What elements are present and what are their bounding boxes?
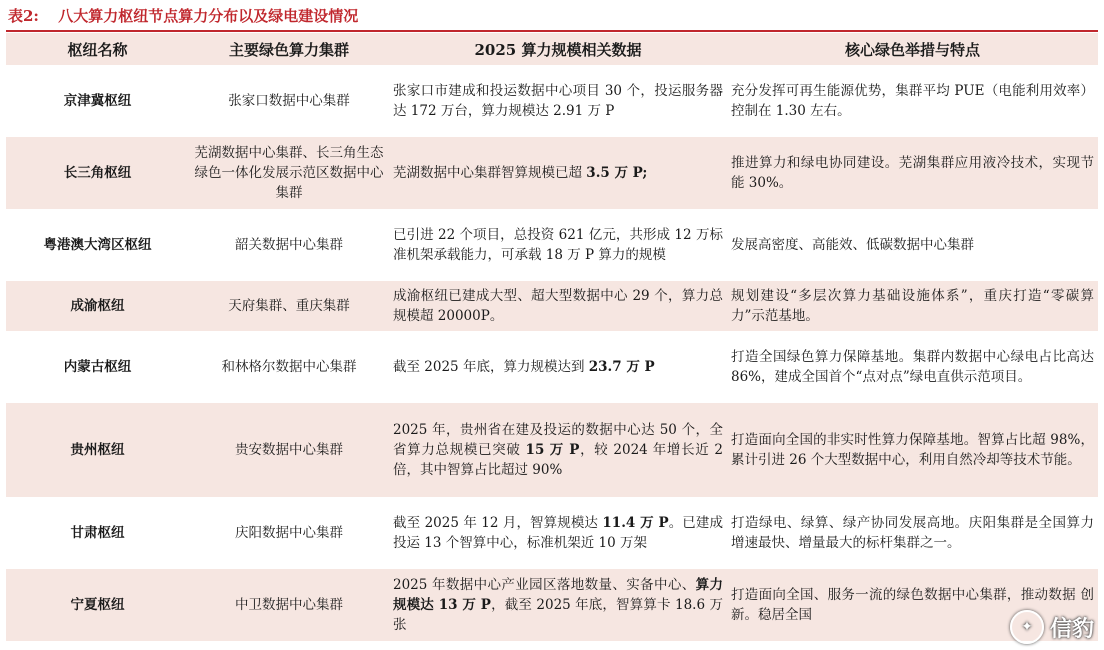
hub-name: 甘肃枢纽 xyxy=(70,525,125,541)
green-measures: 规划建设“多层次算力基础设施体系”，重庆打造“零碳算力”示范基地。 xyxy=(727,281,1098,331)
scale-text: 芜湖数据中心集群智算规模已超 xyxy=(393,165,587,181)
scale-text: 截至 2025 年 12 月，智算规模达 xyxy=(393,515,603,531)
cluster-name: 和林格尔数据中心集群 xyxy=(221,359,357,375)
scale-data xyxy=(389,209,727,281)
scale-text-tail: 。已建成投运 13 个智算中心，标准机架近 10 万架 xyxy=(393,515,723,551)
scale-text: 张家口市建成和投运数据中心项目 30 个，投运服务器达 172 万台，算力规模达 2.91 万 P xyxy=(393,83,723,119)
scale-text-tail: ，截至 2025 年底，智算算卡 18.6 万张 xyxy=(393,597,723,633)
scale-text: 截至 2025 年底，算力规模达到 xyxy=(393,359,589,375)
cluster-name: 庆阳数据中心集群 xyxy=(235,525,343,541)
hub-name: 贵州枢纽 xyxy=(6,403,189,497)
cluster-name: 天府集群、重庆集群 xyxy=(189,281,389,331)
scale-highlight: 11.4 万 P xyxy=(602,515,669,531)
table-row xyxy=(6,331,1098,403)
hub-name: 宁夏枢纽 xyxy=(6,569,189,641)
scale-text: 2025 年，贵州省在建及投运的数据中心达 50 个，全省算力总规模已突破 xyxy=(393,422,723,458)
table-row xyxy=(6,569,1098,641)
header-cluster: 主要绿色算力集群 xyxy=(189,33,389,65)
scale-highlight: 23.7 万 P xyxy=(588,359,655,375)
watermark-text: 信豹 xyxy=(1049,616,1094,642)
scale-data xyxy=(389,497,727,569)
scale-highlight: 3.5 万 P; xyxy=(586,165,648,181)
hub-name: 内蒙古枢纽 xyxy=(63,359,132,375)
scale-highlight: 算力规模达 13 万 P xyxy=(393,577,723,613)
table-row xyxy=(6,209,1098,281)
cluster-name: 张家口数据中心集群 xyxy=(228,93,350,109)
hub-name: 成渝枢纽 xyxy=(6,281,189,331)
cluster-name: 芜湖数据中心集群、长三角生态绿色一体化发展示范区数据中心集群 xyxy=(189,137,389,209)
green-measures: 推进算力和绿电协同建设。芜湖集群应用液冷技术，实现节能 30%。 xyxy=(727,137,1098,209)
caption-rule xyxy=(6,30,1098,32)
scale-data xyxy=(389,281,727,331)
scale-data xyxy=(389,403,727,497)
cluster-name: 中卫数据中心集群 xyxy=(189,569,389,641)
green-measures: 发展高密度、高能效、低碳数据中心集群 xyxy=(731,237,974,253)
table-row xyxy=(6,137,1098,209)
table-number: 表2: xyxy=(8,7,39,25)
scale-text-tail: ，较 2024 年增长近 2 倍，其中智算占比超过 90% xyxy=(393,442,723,478)
watermark xyxy=(1010,610,1094,644)
cluster-name: 贵安数据中心集群 xyxy=(189,403,389,497)
hub-table xyxy=(6,33,1098,641)
green-measures: 打造全国绿色算力保障基地。集群内数据中心绿电占比高达 86%，建成全国首个“点对点”绿电直供示范项目。 xyxy=(731,349,1094,385)
scale-text: 2025 年数据中心产业园区落地数量、实备中心、 xyxy=(393,577,696,593)
green-measures: 打造面向全国、服务一流的绿色数据中心集群，推动数据 创新。稳居全国 xyxy=(727,569,1098,641)
scale-text: 已引进 22 个项目，总投资 621 亿元，共形成 12 万标准机架承载能力，可承载 18 万 P 算力的规模 xyxy=(393,227,723,263)
header-measures: 核心绿色举措与特点 xyxy=(727,33,1098,65)
scale-data xyxy=(389,331,727,403)
scale-data xyxy=(389,65,727,137)
table-row xyxy=(6,497,1098,569)
green-measures: 打造面向全国的非实时性算力保障基地。智算占比超 98%，累计引进 26 个大型数据中心，利用自然冷却等技术节能。 xyxy=(727,403,1098,497)
cluster-name: 韶关数据中心集群 xyxy=(235,237,343,253)
green-measures: 充分发挥可再生能源优势，集群平均 PUE（电能利用效率）控制在 1.30 左右。 xyxy=(731,83,1094,119)
header-row xyxy=(6,33,1098,65)
table-caption xyxy=(8,4,358,28)
watermark-logo-icon: ✦ xyxy=(1010,610,1044,644)
hub-name: 粤港澳大湾区枢纽 xyxy=(43,237,152,253)
scale-highlight: 15 万 P xyxy=(525,442,580,458)
scale-data xyxy=(389,137,727,209)
scale-text: 成渝枢纽已建成大型、超大型数据中心 29 个，算力总规模超 20000P。 xyxy=(393,288,723,324)
hub-name: 京津冀枢纽 xyxy=(63,93,132,109)
header-hub-name: 枢纽名称 xyxy=(6,33,189,65)
green-measures: 打造绿电、绿算、绿产协同发展高地。庆阳集群是全国算力增速最快、增量最大的标杆集群之一。 xyxy=(731,515,1094,551)
hub-name: 长三角枢纽 xyxy=(6,137,189,209)
table-row xyxy=(6,403,1098,497)
header-data: 2025 算力规模相关数据 xyxy=(389,33,727,65)
table-title: 八大算力枢纽节点算力分布以及绿电建设情况 xyxy=(58,7,359,25)
scale-data xyxy=(389,569,727,641)
table-row xyxy=(6,281,1098,331)
table-row xyxy=(6,65,1098,137)
